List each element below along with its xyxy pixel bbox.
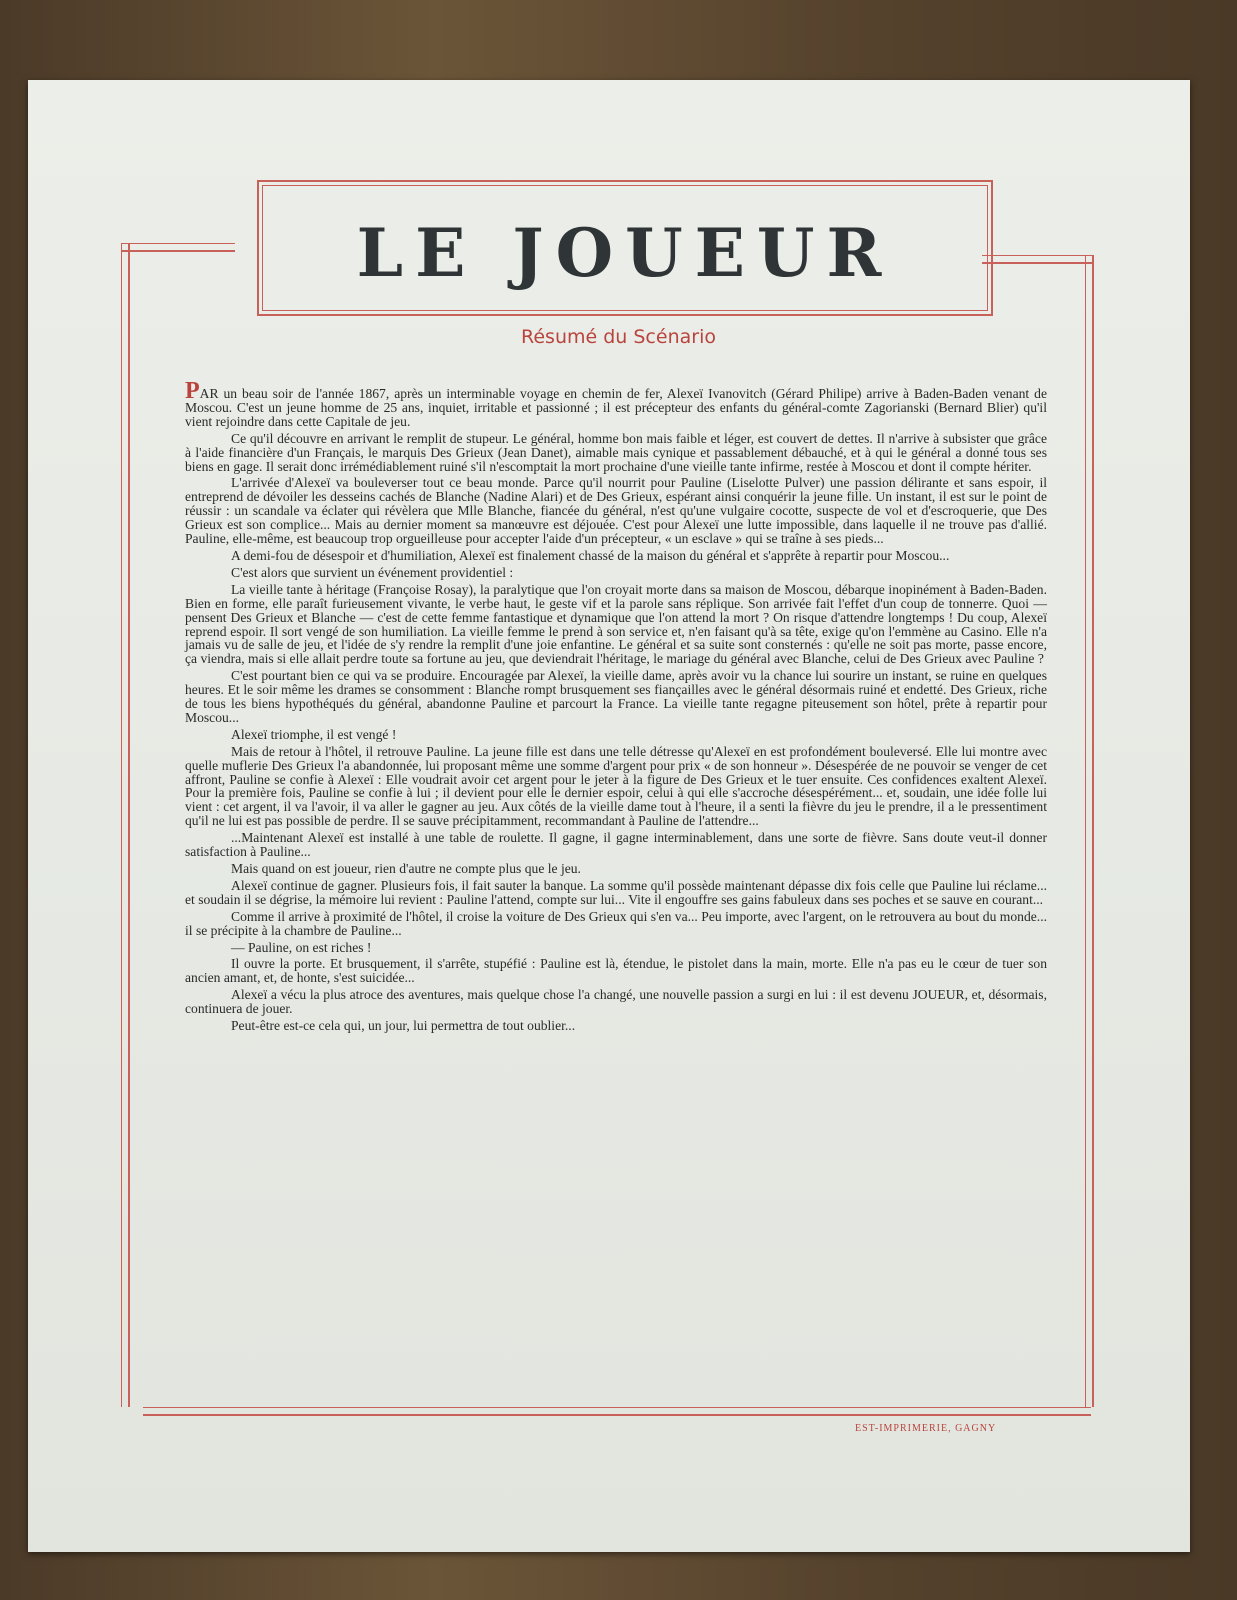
paragraph: C'est pourtant bien ce qui va se produire. Encouragée par Alexeï, la vieille dame, après avoir vu la chance lui sourire un instant, se ruine en quelques heures. Et le soir même les drames se consomment : Blanche rompt brusquement ses fiançailles avec le général désormais ruiné et endetté. Des Grieux, riche de tous les biens hypothéqués du général, abandonne Pauline et parcourt la France. La vieille tante regagne piteusement son hôtel, prête à repartir pour Moscou... — [185, 668, 1047, 725]
synopsis-body — [185, 378, 1047, 1036]
subtitle: Résumé du Scénario — [521, 326, 716, 348]
title-box — [262, 185, 988, 311]
paragraph: Peut-être est-ce cela qui, un jour, lui permettra de tout oublier... — [231, 1018, 576, 1034]
paragraph: Ce qu'il découvre en arrivant le remplit de stupeur. Le général, homme bon mais faible et léger, est couvert de dettes. Il n'arrive à subsister que grâce à l'aide financière d'un Français, le marquis Des Grieux (Jean Danet), aimable mais cynique et passablement débauché, et à qui le général a donné tous ses biens en gage. Il serait donc irrémédiablement ruiné s'il n'escomptait la mort prochaine d'une vieille tante infirme, restée à Moscou et dont il compte hériter. — [185, 430, 1047, 474]
paragraph: ...Maintenant Alexeï est installé à une table de roulette. Il gagne, il gagne interminablement, dans une sorte de fièvre. Sans doute veut-il donner satisfaction à Pauline... — [185, 830, 1047, 860]
paragraph: — Pauline, on est riches ! — [231, 939, 372, 955]
paragraph-1-text: AR un beau soir de l'année 1867, après un interminable voyage en chemin de fer, Alexeï Ivanovitch (Gérard Philipe) arrive à Baden-Baden venant de Moscou. C'est un jeune homme de 25 ans, inquiet, irritable et passionné ; il est précepteur des enfants du général-comte Zagorianski (Bernard Blier) qu'il vient rejoindre dans cette Capitale de jeu. — [185, 386, 1047, 429]
frame-top-right-line — [982, 255, 1094, 264]
paragraph: Il ouvre la porte. Et brusquement, il s'arrête, stupéfié : Pauline est là, étendue, le pistolet dans la main, morte. Elle n'a pas eu le cœur de tuer son ancien amant, et, de honte, s'est suicidée... — [185, 956, 1047, 986]
frame-right-line — [1085, 255, 1094, 1407]
paragraph: Mais quand on est joueur, rien d'autre ne compte plus que le jeu. — [231, 861, 581, 876]
paragraph: C'est alors que survient un événement providentiel : — [231, 564, 514, 580]
paragraph: L'arrivée d'Alexeï va bouleverser tout ce beau monde. Parce qu'il nourrit pour Pauline (Liselotte Pulver) une passion délirante et sans espoir, il entreprend de dévoiler les desseins cachés de Blanche (Nadine Alari) et de Des Grieux, espérant ainsi conquérir la jeune fille. Un instant, il est sur le point de réussir : un scandale va éclater qui révèlera que Mlle Blanche, fiancée du général, n'est qu'une vulgaire cocotte, suspecte de vol et d'escroquerie, que Des Grieux est son complice... Mais au dernier moment sa manœuvre est déjouée. C'est pour Alexeï une lutte impossible, dans laquelle il ne trouve pas d'allié. Pauline, elle-même, est beaucoup trop orgueilleuse pour accepter l'aide d'un précepteur, « un esclave » qui se traîne à ses pieds... — [185, 475, 1047, 547]
paragraph: Comme il arrive à proximité de l'hôtel, il croise la voiture de Des Grieux qui s'en va... Peu importe, avec l'argent, on le retrouvera au bout du monde... il se précipite à la chambre de Pauline... — [185, 908, 1047, 938]
frame-top-left-line — [121, 243, 235, 252]
frame-left-line — [121, 243, 130, 1407]
paragraph: Alexeï a vécu la plus atroce des aventures, mais quelque chose l'a changé, une nouvelle passion a surgi en lui : il est devenu JOUEUR, et, désormais, continuera de jouer. — [185, 987, 1047, 1017]
paragraph-1 — [185, 378, 1047, 429]
frame-bottom-line — [143, 1407, 1091, 1416]
drop-cap: P — [185, 378, 200, 404]
paragraph: Mais de retour à l'hôtel, il retrouve Pauline. La jeune fille est dans une telle détresse qu'Alexeï en est profondément bouleversé. Elle lui montre avec quelle muflerie Des Grieux l'a abandonnée, lui proposant même une somme d'argent pour prix « de son honneur ». Désespérée de ne pouvoir se venger de cet affront, Pauline se confie à Alexeï : Elle voudrait avoir cet argent pour le jeter à la figure de Des Grieux et le tuer ensuite. Ces confidences exaltent Alexeï. Pour la première fois, Pauline se confie à lui ; il devient pour elle le dernier espoir, celui à qui elle s'accroche désespérément... et, soudain, une idée folle lui vient : cet argent, il va l'avoir, il va aller le gagner au jeu. Aux côtés de la vieille dame tout à l'heure, il a senti la fièvre du jeu le prendre, il a le pressentiment qu'il ne lui est pas possible de perdre. Il se sauve précipitamment, recommandant à Pauline de l'attendre... — [185, 743, 1047, 829]
page-title: LE JOUEUR — [356, 214, 894, 292]
paragraph: Alexeï triomphe, il est vengé ! — [231, 726, 397, 742]
printer-imprint: EST-IMPRIMERIE, GAGNY — [855, 1423, 997, 1434]
paragraph: Alexeï continue de gagner. Plusieurs fois, il fait sauter la banque. La somme qu'il possède maintenant dépasse dix fois celle que Pauline lui réclame... et soudain il se dégrise, la mémoire lui revient : Pauline l'attend, compte sur lui... Vite il engouffre ses gains fabuleux dans ses poches et se sauve en courant... — [185, 877, 1047, 907]
paragraph: La vieille tante à héritage (Françoise Rosay), la paralytique que l'on croyait morte dans sa maison de Moscou, débarque inopinément à Baden-Baden. Bien en forme, elle paraît furieusement vivante, le verbe haut, le geste vif et la parole sans réplique. Son arrivée fait l'effet d'un coup de tonnerre. Quoi — pensent Des Grieux et Blanche — c'est de cette femme fantastique et dynamique que l'on attend la mort ? On risque d'attendre longtemps ! Du coup, Alexeï reprend espoir. Il sort vengé de son humiliation. La vieille femme le prend à son service et, n'en faisant qu'à sa tête, exige qu'on l'emmène au Casino. Elle n'a jamais vu de salle de jeu, et l'idée de s'y rendre la remplit d'une joie enfantine. Le général et sa suite sont consternés : qu'elle ne soit pas morte, passe encore, ça viendra, mais si elle allait perdre toute sa fortune au jeu, que deviendrait l'héritage, le mariage du général avec Blanche, celui de Des Grieux avec Pauline ? — [185, 581, 1047, 667]
paragraph: A demi-fou de désespoir et d'humiliation, Alexeï est finalement chassé de la maison du général et s'apprête à repartir pour Moscou... — [231, 547, 950, 563]
